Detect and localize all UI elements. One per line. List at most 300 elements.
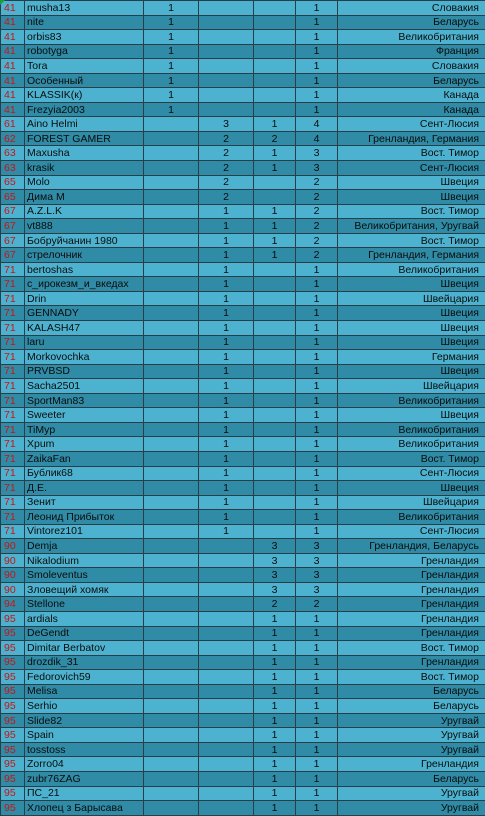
count-col-3-cell[interactable]: 1 <box>254 641 296 656</box>
total-cell[interactable]: 1 <box>296 481 338 496</box>
count-col-1-cell[interactable] <box>144 117 199 132</box>
count-col-3-cell[interactable] <box>254 1 296 16</box>
count-col-2-cell[interactable]: 2 <box>199 175 254 190</box>
count-col-1-cell[interactable] <box>144 699 199 714</box>
count-col-3-cell[interactable]: 1 <box>254 801 296 816</box>
count-col-2-cell[interactable]: 1 <box>199 277 254 292</box>
total-cell[interactable]: 1 <box>296 1 338 16</box>
count-col-3-cell[interactable]: 1 <box>254 248 296 263</box>
count-col-1-cell[interactable] <box>144 291 199 306</box>
count-col-1-cell[interactable] <box>144 451 199 466</box>
count-col-1-cell[interactable] <box>144 801 199 816</box>
count-col-2-cell[interactable]: 1 <box>199 262 254 277</box>
player-name-cell[interactable]: KALASH47 <box>25 321 144 336</box>
count-col-1-cell[interactable] <box>144 422 199 437</box>
country-cell[interactable]: Швеция <box>338 335 485 350</box>
total-cell[interactable]: 1 <box>296 306 338 321</box>
player-name-cell[interactable]: Slide82 <box>25 713 144 728</box>
count-col-2-cell[interactable]: 1 <box>199 393 254 408</box>
country-cell[interactable]: Гренландия <box>338 611 485 626</box>
rank-cell[interactable]: 71 <box>1 379 25 394</box>
count-col-3-cell[interactable]: 1 <box>254 204 296 219</box>
total-cell[interactable]: 1 <box>296 44 338 59</box>
rank-cell[interactable]: 67 <box>1 204 25 219</box>
country-cell[interactable]: Уругвай <box>338 713 485 728</box>
count-col-1-cell[interactable] <box>144 364 199 379</box>
rank-cell[interactable]: 41 <box>1 73 25 88</box>
count-col-2-cell[interactable]: 1 <box>199 335 254 350</box>
count-col-2-cell[interactable] <box>199 102 254 117</box>
player-name-cell[interactable]: Serhio <box>25 699 144 714</box>
count-col-2-cell[interactable]: 1 <box>199 466 254 481</box>
count-col-3-cell[interactable]: 1 <box>254 117 296 132</box>
total-cell[interactable]: 3 <box>296 568 338 583</box>
rank-cell[interactable]: 63 <box>1 161 25 176</box>
count-col-3-cell[interactable]: 3 <box>254 582 296 597</box>
country-cell[interactable]: Канада <box>338 88 485 103</box>
count-col-3-cell[interactable] <box>254 408 296 423</box>
rank-cell[interactable]: 71 <box>1 524 25 539</box>
count-col-3-cell[interactable]: 1 <box>254 699 296 714</box>
rank-cell[interactable]: 95 <box>1 626 25 641</box>
country-cell[interactable]: Швеция <box>338 321 485 336</box>
total-cell[interactable]: 4 <box>296 131 338 146</box>
count-col-2-cell[interactable]: 2 <box>199 161 254 176</box>
count-col-3-cell[interactable]: 1 <box>254 219 296 234</box>
player-name-cell[interactable]: orbis83 <box>25 30 144 45</box>
country-cell[interactable]: Уругвай <box>338 786 485 801</box>
player-name-cell[interactable]: Бобруйчанин 1980 <box>25 233 144 248</box>
player-name-cell[interactable]: Xpum <box>25 437 144 452</box>
count-col-2-cell[interactable]: 1 <box>199 510 254 525</box>
rank-cell[interactable]: 90 <box>1 553 25 568</box>
country-cell[interactable]: Гренландия, Беларусь <box>338 539 485 554</box>
country-cell[interactable]: Швеция <box>338 175 485 190</box>
player-name-cell[interactable]: Sacha2501 <box>25 379 144 394</box>
count-col-2-cell[interactable]: 1 <box>199 219 254 234</box>
player-name-cell[interactable]: FOREST GAMER <box>25 131 144 146</box>
player-name-cell[interactable]: Vintorez101 <box>25 524 144 539</box>
player-name-cell[interactable]: Дима М <box>25 190 144 205</box>
player-name-cell[interactable]: DeGendt <box>25 626 144 641</box>
country-cell[interactable]: Швеция <box>338 190 485 205</box>
count-col-2-cell[interactable]: 2 <box>199 190 254 205</box>
rank-cell[interactable]: 71 <box>1 393 25 408</box>
rank-cell[interactable]: 95 <box>1 611 25 626</box>
rank-cell[interactable]: 41 <box>1 88 25 103</box>
country-cell[interactable]: Беларусь <box>338 699 485 714</box>
count-col-2-cell[interactable]: 1 <box>199 233 254 248</box>
count-col-2-cell[interactable]: 1 <box>199 350 254 365</box>
rank-cell[interactable]: 71 <box>1 306 25 321</box>
rank-cell[interactable]: 67 <box>1 233 25 248</box>
count-col-3-cell[interactable] <box>254 262 296 277</box>
count-col-2-cell[interactable] <box>199 728 254 743</box>
country-cell[interactable]: Швеция <box>338 481 485 496</box>
count-col-1-cell[interactable] <box>144 321 199 336</box>
count-col-1-cell[interactable] <box>144 626 199 641</box>
count-col-1-cell[interactable] <box>144 262 199 277</box>
country-cell[interactable]: Гренландия <box>338 597 485 612</box>
player-name-cell[interactable]: GENNADY <box>25 306 144 321</box>
country-cell[interactable]: Гренландия <box>338 553 485 568</box>
count-col-3-cell[interactable] <box>254 190 296 205</box>
country-cell[interactable]: Великобритания <box>338 262 485 277</box>
country-cell[interactable]: Германия <box>338 350 485 365</box>
count-col-1-cell[interactable] <box>144 742 199 757</box>
rank-cell[interactable]: 63 <box>1 146 25 161</box>
player-name-cell[interactable]: Dimitar Berbatov <box>25 641 144 656</box>
rank-cell[interactable]: 62 <box>1 131 25 146</box>
country-cell[interactable]: Швейцария <box>338 379 485 394</box>
player-name-cell[interactable]: Хлопец з Барысава <box>25 801 144 816</box>
count-col-2-cell[interactable]: 1 <box>199 379 254 394</box>
count-col-1-cell[interactable] <box>144 350 199 365</box>
count-col-2-cell[interactable]: 1 <box>199 524 254 539</box>
rank-cell[interactable]: 95 <box>1 713 25 728</box>
player-name-cell[interactable]: Леонид Прибыток <box>25 510 144 525</box>
country-cell[interactable]: Вост. Тимор <box>338 204 485 219</box>
count-col-3-cell[interactable]: 1 <box>254 626 296 641</box>
country-cell[interactable]: Великобритания <box>338 393 485 408</box>
player-name-cell[interactable]: krasik <box>25 161 144 176</box>
count-col-3-cell[interactable] <box>254 350 296 365</box>
rank-cell[interactable]: 71 <box>1 277 25 292</box>
total-cell[interactable]: 3 <box>296 582 338 597</box>
count-col-2-cell[interactable] <box>199 742 254 757</box>
country-cell[interactable]: Сент-Люсия <box>338 466 485 481</box>
rank-cell[interactable]: 71 <box>1 335 25 350</box>
total-cell[interactable]: 1 <box>296 422 338 437</box>
country-cell[interactable]: Великобритания <box>338 422 485 437</box>
total-cell[interactable]: 1 <box>296 728 338 743</box>
count-col-2-cell[interactable]: 1 <box>199 204 254 219</box>
count-col-1-cell[interactable] <box>144 568 199 583</box>
count-col-3-cell[interactable] <box>254 321 296 336</box>
total-cell[interactable]: 1 <box>296 524 338 539</box>
rank-cell[interactable]: 71 <box>1 481 25 496</box>
count-col-1-cell[interactable] <box>144 481 199 496</box>
count-col-1-cell[interactable] <box>144 641 199 656</box>
count-col-1-cell[interactable]: 1 <box>144 30 199 45</box>
total-cell[interactable]: 1 <box>296 277 338 292</box>
total-cell[interactable]: 1 <box>296 742 338 757</box>
rank-cell[interactable]: 71 <box>1 495 25 510</box>
rank-cell[interactable]: 95 <box>1 786 25 801</box>
count-col-1-cell[interactable] <box>144 248 199 263</box>
count-col-3-cell[interactable] <box>254 466 296 481</box>
total-cell[interactable]: 1 <box>296 262 338 277</box>
total-cell[interactable]: 2 <box>296 248 338 263</box>
total-cell[interactable]: 1 <box>296 393 338 408</box>
count-col-2-cell[interactable]: 1 <box>199 481 254 496</box>
rank-cell[interactable]: 94 <box>1 597 25 612</box>
total-cell[interactable]: 3 <box>296 161 338 176</box>
count-col-3-cell[interactable]: 1 <box>254 771 296 786</box>
country-cell[interactable]: Гренландия <box>338 626 485 641</box>
rank-cell[interactable]: 95 <box>1 655 25 670</box>
country-cell[interactable]: Словакия <box>338 1 485 16</box>
count-col-3-cell[interactable]: 3 <box>254 553 296 568</box>
count-col-3-cell[interactable]: 3 <box>254 539 296 554</box>
player-name-cell[interactable]: A.Z.L.K <box>25 204 144 219</box>
country-cell[interactable]: Уругвай <box>338 742 485 757</box>
country-cell[interactable]: Швеция <box>338 277 485 292</box>
rank-cell[interactable]: 95 <box>1 771 25 786</box>
count-col-2-cell[interactable] <box>199 88 254 103</box>
player-name-cell[interactable]: Frezyia2003 <box>25 102 144 117</box>
country-cell[interactable]: Сент-Люсия <box>338 161 485 176</box>
count-col-1-cell[interactable]: 1 <box>144 15 199 30</box>
country-cell[interactable]: Вост. Тимор <box>338 451 485 466</box>
total-cell[interactable]: 1 <box>296 73 338 88</box>
player-name-cell[interactable]: Особенный <box>25 73 144 88</box>
country-cell[interactable]: Беларусь <box>338 771 485 786</box>
rank-cell[interactable]: 41 <box>1 44 25 59</box>
count-col-1-cell[interactable] <box>144 175 199 190</box>
count-col-1-cell[interactable] <box>144 771 199 786</box>
count-col-1-cell[interactable] <box>144 466 199 481</box>
country-cell[interactable]: Гренландия, Германия <box>338 131 485 146</box>
rank-cell[interactable]: 95 <box>1 728 25 743</box>
player-name-cell[interactable]: laru <box>25 335 144 350</box>
country-cell[interactable]: Беларусь <box>338 684 485 699</box>
count-col-1-cell[interactable] <box>144 757 199 772</box>
total-cell[interactable]: 1 <box>296 350 338 365</box>
country-cell[interactable]: Гренландия <box>338 655 485 670</box>
count-col-2-cell[interactable] <box>199 771 254 786</box>
count-col-2-cell[interactable] <box>199 539 254 554</box>
rank-cell[interactable]: 71 <box>1 291 25 306</box>
country-cell[interactable]: Вост. Тимор <box>338 641 485 656</box>
count-col-2-cell[interactable]: 1 <box>199 248 254 263</box>
count-col-3-cell[interactable]: 1 <box>254 728 296 743</box>
country-cell[interactable]: Швеция <box>338 408 485 423</box>
count-col-3-cell[interactable]: 1 <box>254 684 296 699</box>
total-cell[interactable]: 4 <box>296 117 338 132</box>
count-col-1-cell[interactable] <box>144 393 199 408</box>
country-cell[interactable]: Великобритания, Уругвай <box>338 219 485 234</box>
country-cell[interactable]: Уругвай <box>338 728 485 743</box>
count-col-1-cell[interactable] <box>144 510 199 525</box>
player-name-cell[interactable]: Demja <box>25 539 144 554</box>
count-col-2-cell[interactable] <box>199 611 254 626</box>
count-col-1-cell[interactable] <box>144 582 199 597</box>
total-cell[interactable]: 3 <box>296 553 338 568</box>
country-cell[interactable]: Швеция <box>338 306 485 321</box>
total-cell[interactable]: 1 <box>296 786 338 801</box>
count-col-2-cell[interactable]: 3 <box>199 117 254 132</box>
count-col-3-cell[interactable] <box>254 277 296 292</box>
count-col-1-cell[interactable] <box>144 728 199 743</box>
count-col-2-cell[interactable]: 1 <box>199 291 254 306</box>
rank-cell[interactable]: 41 <box>1 1 25 16</box>
player-name-cell[interactable]: Spain <box>25 728 144 743</box>
player-name-cell[interactable]: SportMan83 <box>25 393 144 408</box>
count-col-3-cell[interactable]: 1 <box>254 670 296 685</box>
count-col-3-cell[interactable] <box>254 437 296 452</box>
count-col-2-cell[interactable] <box>199 73 254 88</box>
total-cell[interactable]: 1 <box>296 15 338 30</box>
rank-cell[interactable]: 41 <box>1 15 25 30</box>
count-col-2-cell[interactable] <box>199 44 254 59</box>
player-name-cell[interactable]: bertoshas <box>25 262 144 277</box>
player-name-cell[interactable]: стрелочник <box>25 248 144 263</box>
count-col-2-cell[interactable] <box>199 641 254 656</box>
rank-cell[interactable]: 71 <box>1 422 25 437</box>
rank-cell[interactable]: 71 <box>1 262 25 277</box>
country-cell[interactable]: Канада <box>338 102 485 117</box>
rank-cell[interactable]: 71 <box>1 364 25 379</box>
count-col-1-cell[interactable] <box>144 437 199 452</box>
player-name-cell[interactable]: PRVBSD <box>25 364 144 379</box>
count-col-1-cell[interactable]: 1 <box>144 59 199 74</box>
count-col-3-cell[interactable] <box>254 451 296 466</box>
count-col-2-cell[interactable] <box>199 553 254 568</box>
count-col-1-cell[interactable] <box>144 786 199 801</box>
count-col-3-cell[interactable] <box>254 379 296 394</box>
player-name-cell[interactable]: ПС_21 <box>25 786 144 801</box>
count-col-1-cell[interactable] <box>144 306 199 321</box>
rank-cell[interactable]: 65 <box>1 175 25 190</box>
count-col-3-cell[interactable] <box>254 495 296 510</box>
total-cell[interactable]: 1 <box>296 102 338 117</box>
rank-cell[interactable]: 95 <box>1 742 25 757</box>
rank-cell[interactable]: 65 <box>1 190 25 205</box>
count-col-1-cell[interactable] <box>144 713 199 728</box>
total-cell[interactable]: 1 <box>296 801 338 816</box>
count-col-2-cell[interactable] <box>199 655 254 670</box>
count-col-3-cell[interactable]: 1 <box>254 713 296 728</box>
count-col-2-cell[interactable] <box>199 801 254 816</box>
total-cell[interactable]: 1 <box>296 641 338 656</box>
total-cell[interactable]: 1 <box>296 771 338 786</box>
count-col-2-cell[interactable]: 1 <box>199 321 254 336</box>
rank-cell[interactable]: 41 <box>1 59 25 74</box>
count-col-1-cell[interactable] <box>144 131 199 146</box>
count-col-2-cell[interactable] <box>199 30 254 45</box>
count-col-1-cell[interactable] <box>144 655 199 670</box>
player-name-cell[interactable]: Stellone <box>25 597 144 612</box>
player-name-cell[interactable]: ardials <box>25 611 144 626</box>
rank-cell[interactable]: 67 <box>1 248 25 263</box>
country-cell[interactable]: Великобритания <box>338 437 485 452</box>
count-col-1-cell[interactable] <box>144 219 199 234</box>
count-col-2-cell[interactable]: 1 <box>199 422 254 437</box>
total-cell[interactable]: 1 <box>296 713 338 728</box>
country-cell[interactable]: Словакия <box>338 59 485 74</box>
player-name-cell[interactable]: vt888 <box>25 219 144 234</box>
player-name-cell[interactable]: TiMyp <box>25 422 144 437</box>
count-col-2-cell[interactable] <box>199 713 254 728</box>
count-col-3-cell[interactable]: 2 <box>254 597 296 612</box>
count-col-3-cell[interactable] <box>254 524 296 539</box>
player-name-cell[interactable]: Drin <box>25 291 144 306</box>
player-name-cell[interactable]: Maxusha <box>25 146 144 161</box>
count-col-1-cell[interactable] <box>144 539 199 554</box>
rank-cell[interactable]: 95 <box>1 801 25 816</box>
rank-cell[interactable]: 90 <box>1 568 25 583</box>
player-name-cell[interactable]: Sweeter <box>25 408 144 423</box>
count-col-2-cell[interactable] <box>199 684 254 699</box>
count-col-2-cell[interactable] <box>199 568 254 583</box>
total-cell[interactable]: 1 <box>296 466 338 481</box>
total-cell[interactable]: 1 <box>296 291 338 306</box>
total-cell[interactable]: 2 <box>296 175 338 190</box>
total-cell[interactable]: 1 <box>296 655 338 670</box>
count-col-1-cell[interactable]: 1 <box>144 44 199 59</box>
player-name-cell[interactable]: Зловещий хомяк <box>25 582 144 597</box>
count-col-3-cell[interactable]: 1 <box>254 611 296 626</box>
player-name-cell[interactable]: Morkovochka <box>25 350 144 365</box>
count-col-2-cell[interactable]: 1 <box>199 306 254 321</box>
rank-cell[interactable]: 71 <box>1 408 25 423</box>
rank-cell[interactable]: 71 <box>1 437 25 452</box>
count-col-3-cell[interactable]: 1 <box>254 233 296 248</box>
count-col-1-cell[interactable] <box>144 611 199 626</box>
country-cell[interactable]: Гренландия <box>338 757 485 772</box>
count-col-3-cell[interactable]: 1 <box>254 655 296 670</box>
country-cell[interactable]: Гренландия <box>338 568 485 583</box>
total-cell[interactable]: 1 <box>296 335 338 350</box>
country-cell[interactable]: Швейцария <box>338 495 485 510</box>
count-col-1-cell[interactable] <box>144 146 199 161</box>
count-col-2-cell[interactable] <box>199 786 254 801</box>
player-name-cell[interactable]: ZaikaFan <box>25 451 144 466</box>
country-cell[interactable]: Великобритания <box>338 510 485 525</box>
count-col-1-cell[interactable] <box>144 335 199 350</box>
player-name-cell[interactable]: nite <box>25 15 144 30</box>
count-col-2-cell[interactable]: 1 <box>199 364 254 379</box>
count-col-2-cell[interactable] <box>199 1 254 16</box>
rank-cell[interactable]: 95 <box>1 684 25 699</box>
count-col-1-cell[interactable] <box>144 190 199 205</box>
count-col-1-cell[interactable] <box>144 524 199 539</box>
player-name-cell[interactable]: Fedorovich59 <box>25 670 144 685</box>
total-cell[interactable]: 1 <box>296 321 338 336</box>
country-cell[interactable]: Гренландия, Германия <box>338 248 485 263</box>
player-name-cell[interactable]: Tora <box>25 59 144 74</box>
player-name-cell[interactable]: drozdik_31 <box>25 655 144 670</box>
count-col-2-cell[interactable] <box>199 597 254 612</box>
rank-cell[interactable]: 90 <box>1 539 25 554</box>
country-cell[interactable]: Швейцария <box>338 291 485 306</box>
player-name-cell[interactable]: robotyga <box>25 44 144 59</box>
total-cell[interactable]: 2 <box>296 219 338 234</box>
count-col-3-cell[interactable] <box>254 510 296 525</box>
total-cell[interactable]: 1 <box>296 379 338 394</box>
rank-cell[interactable]: 95 <box>1 670 25 685</box>
country-cell[interactable]: Великобритания <box>338 30 485 45</box>
rank-cell[interactable]: 71 <box>1 510 25 525</box>
player-name-cell[interactable]: Smoleventus <box>25 568 144 583</box>
count-col-1-cell[interactable] <box>144 553 199 568</box>
total-cell[interactable]: 1 <box>296 626 338 641</box>
rank-cell[interactable]: 61 <box>1 117 25 132</box>
count-col-3-cell[interactable] <box>254 102 296 117</box>
total-cell[interactable]: 1 <box>296 495 338 510</box>
count-col-1-cell[interactable] <box>144 204 199 219</box>
count-col-1-cell[interactable]: 1 <box>144 1 199 16</box>
player-name-cell[interactable]: Zorro04 <box>25 757 144 772</box>
count-col-3-cell[interactable] <box>254 73 296 88</box>
count-col-2-cell[interactable]: 1 <box>199 495 254 510</box>
count-col-1-cell[interactable]: 1 <box>144 73 199 88</box>
total-cell[interactable]: 1 <box>296 30 338 45</box>
country-cell[interactable]: Беларусь <box>338 15 485 30</box>
player-name-cell[interactable]: tosstoss <box>25 742 144 757</box>
count-col-2-cell[interactable] <box>199 15 254 30</box>
